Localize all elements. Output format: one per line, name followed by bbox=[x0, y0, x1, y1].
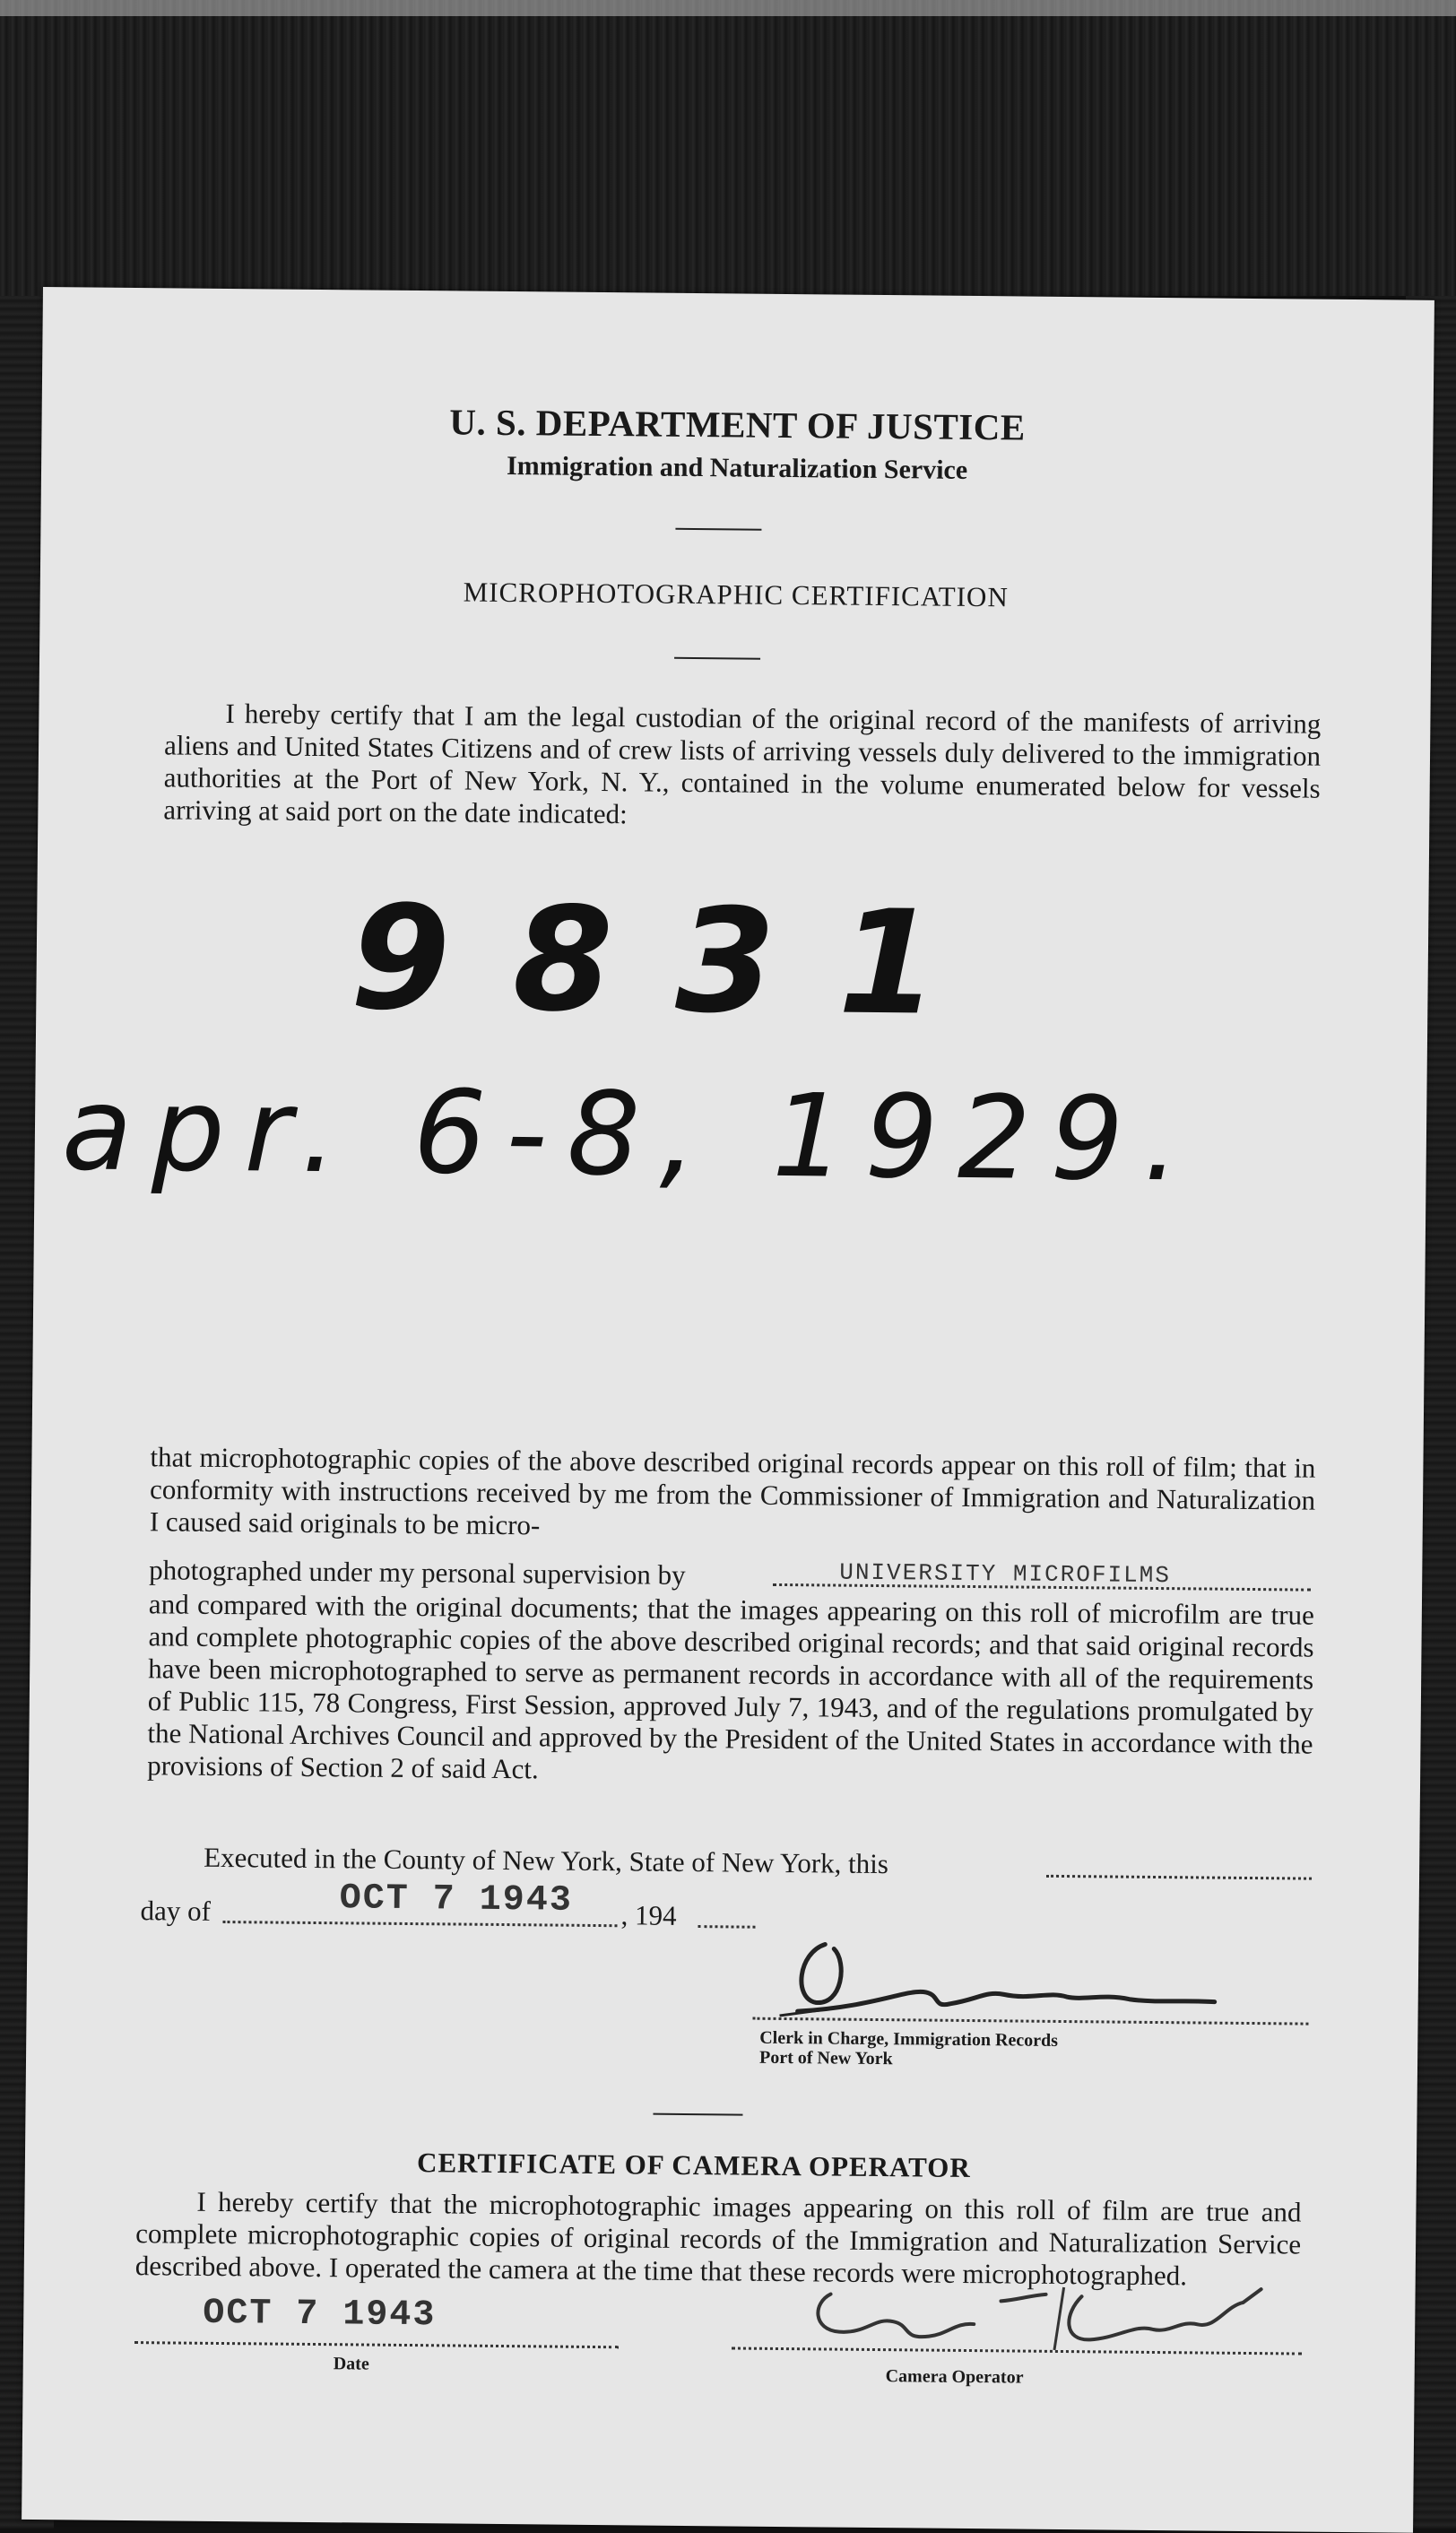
camera-operator-text: I hereby certify that the microphotographic images appearing on this roll of film are true and complete microphotographic copies of original records of the Immigration and Naturalization Service described above. I operated the camera at the time that these records were microphotographed. bbox=[134, 2185, 1302, 2292]
date-label: Date bbox=[333, 2354, 369, 2374]
photographed-by-label: photographed under my personal supervision by bbox=[149, 1554, 686, 1591]
divider bbox=[675, 528, 761, 531]
camera-operator-label: Camera Operator bbox=[885, 2366, 1024, 2388]
camera-operator-heading: CERTIFICATE OF CAMERA OPERATOR bbox=[416, 2147, 971, 2184]
service-subtitle: Immigration and Naturalization Service bbox=[506, 450, 968, 485]
clerk-place: Port of New York bbox=[758, 2047, 893, 2069]
day-of-label: day of bbox=[140, 1895, 212, 1927]
certificate-sheet bbox=[22, 287, 1434, 2533]
year-prefix: , 194 bbox=[620, 1899, 677, 1931]
executed-date-stamp: OCT 7 1943 bbox=[339, 1878, 574, 1921]
date-dotted-line bbox=[134, 2341, 619, 2348]
executed-dotted-line bbox=[1046, 1875, 1312, 1880]
photographer-stamp: UNIVERSITY MICROFILMS bbox=[839, 1558, 1172, 1590]
operator-date-stamp: OCT 7 1943 bbox=[203, 2293, 437, 2337]
certification-title: MICROPHOTOGRAPHIC CERTIFICATION bbox=[463, 576, 1009, 613]
date-range-handwritten: apr. 6-8, 1929. bbox=[61, 1063, 1200, 1208]
clerk-signature bbox=[761, 1926, 1228, 2029]
day-dotted-line bbox=[222, 1921, 617, 1927]
film-border-top bbox=[0, 0, 1456, 296]
department-title: U. S. DEPARTMENT OF JUSTICE bbox=[449, 401, 1026, 448]
certification-body-2: and compared with the original documents; that the images appearing on this roll of microfilm are true and complete photographic copies of the above described original records; and that said original records have been microphotographed to serve as permanent records in accordance with all of the requirements of Public 115, 78 Congress, First Session, approved July 7, 1943, and of the regulations promulgated by the National Archives Council and approved by the President of the United States in accordance with the provisions of Section 2 of said Act. bbox=[147, 1588, 1315, 1785]
clerk-title: Clerk in Charge, Immigration Records bbox=[759, 2027, 1059, 2051]
executed-text: Executed in the County of New York, State of New York, this bbox=[204, 1841, 889, 1880]
camera-operator-signature bbox=[794, 2267, 1297, 2361]
year-dotted-line bbox=[698, 1925, 755, 1929]
certification-intro: I hereby certify that I am the legal custodian of the original record of the manifests of arriving aliens and United States Citizens and of crew lists of arriving vessels duly delivered to the immigration authorities at the Port of New York, N. Y., contained in the volume enumerated below for vessels arriving at said port on the date indicated: bbox=[163, 697, 1322, 830]
divider bbox=[653, 2113, 742, 2116]
day-of-line bbox=[140, 1878, 767, 1935]
divider bbox=[674, 657, 760, 660]
volume-number-handwritten: 9831 bbox=[349, 873, 1002, 1048]
certification-body-1: that microphotographic copies of the above described original records appear on this roll of film; that in conformity with instructions received by me from the Commissioner of Immigration and Naturalization I caused said originals to be micro- bbox=[149, 1441, 1316, 1541]
